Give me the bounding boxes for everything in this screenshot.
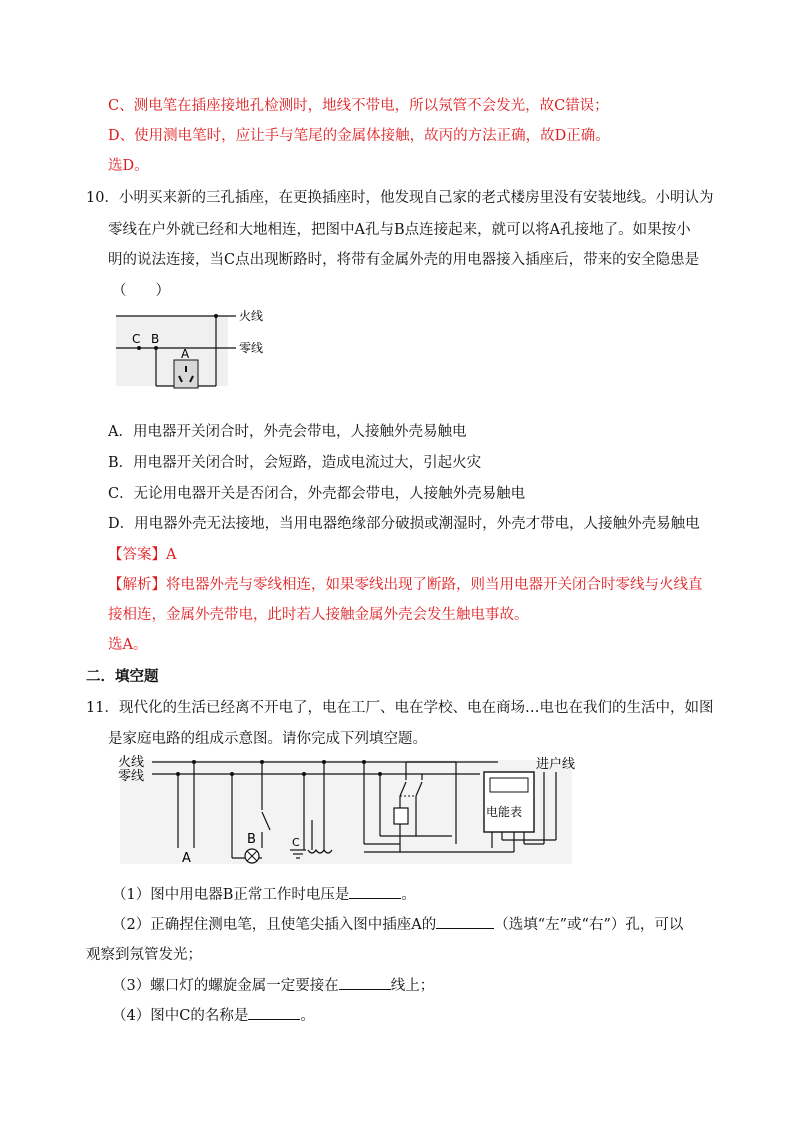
q11-household-circuit-diagram bbox=[112, 750, 582, 868]
q9-option-d-analysis: D、使用测电笔时，应让手与笔尾的金属体接触，故丙的方法正确，故D正确。 bbox=[108, 128, 610, 144]
q10-label-live-wire: 火线 bbox=[239, 309, 264, 323]
q11-sub2 bbox=[112, 914, 683, 935]
q9-answer: 选D。 bbox=[108, 158, 149, 174]
q11-sub1-end: 。 bbox=[401, 887, 416, 903]
q11-label-a: A bbox=[182, 851, 191, 866]
q11-label-b: B bbox=[247, 832, 256, 847]
q11-sub2-line2: 观察到氖管发光； bbox=[86, 947, 202, 963]
q11-sub2-prompt: （2）正确捏住测电笔，且使笔尖插入图中插座A的 bbox=[112, 917, 437, 933]
q11-sub3-blank[interactable] bbox=[339, 975, 391, 990]
q11-sub4 bbox=[112, 1005, 315, 1026]
q11-sub2-blank[interactable] bbox=[436, 914, 494, 929]
q10-stem-line3: 明的说法连接，当C点出现断路时，将带有金属外壳的用电器接入插座后，带来的安全隐患是 bbox=[108, 252, 700, 268]
q10-answer: 【答案】A bbox=[108, 547, 177, 563]
q11-sub2-hint: （选填“左”或“右”）孔，可以 bbox=[494, 917, 684, 933]
q10-label-a: A bbox=[181, 347, 190, 361]
q10-option-d: D．用电器外壳无法接地，当用电器绝缘部分破损或潮湿时，外壳才带电，人接触外壳易触电 bbox=[108, 516, 700, 532]
q11-sub4-prompt: （4）图中C的名称是 bbox=[112, 1008, 249, 1024]
q10-choose: 选A。 bbox=[108, 637, 148, 653]
q11-sub3-end: 线上； bbox=[390, 978, 435, 994]
q10-option-a: A．用电器开关闭合时，外壳会带电，人接触外壳易触电 bbox=[108, 424, 467, 440]
q9-option-c-analysis: C、测电笔在插座接地孔检测时，地线不带电，所以氖管不会发光，故C错误； bbox=[108, 98, 609, 114]
q11-sub4-blank[interactable] bbox=[248, 1005, 300, 1020]
q11-label-live-wire: 火线 bbox=[118, 755, 145, 770]
q10-option-b: B．用电器开关闭合时，会短路，造成电流过大，引起火灾 bbox=[108, 455, 482, 471]
q11-label-incoming-line: 进户线 bbox=[536, 757, 576, 772]
q10-option-c: C．无论用电器开关是否闭合，外壳都会带电，人接触外壳易触电 bbox=[108, 486, 526, 502]
q10-socket-diagram bbox=[108, 300, 278, 392]
q11-sub4-end: 。 bbox=[300, 1008, 315, 1024]
q11-label-c: C bbox=[292, 836, 300, 849]
q11-sub3 bbox=[112, 975, 434, 996]
q11-sub1-prompt: （1）图中用电器B正常工作时电压是 bbox=[112, 887, 350, 903]
q10-stem-line2: 零线在户外就已经和大地相连，把图中A孔与B点连接起来，就可以将A孔接地了。如果按小 bbox=[108, 222, 691, 238]
q11-sub1 bbox=[112, 884, 416, 905]
q10-label-c: C bbox=[132, 332, 141, 346]
q11-stem-line2: 是家庭电路的组成示意图。请你完成下列填空题。 bbox=[108, 731, 427, 747]
q10-analysis-line2: 接相连，金属外壳带电，此时若人接触金属外壳会发生触电事故。 bbox=[108, 607, 529, 623]
q11-label-neutral-wire: 零线 bbox=[118, 769, 145, 784]
q10-label-b: B bbox=[151, 332, 160, 346]
q11-label-meter: 电能表 bbox=[486, 805, 523, 819]
section-title-fill-in: 二．填空题 bbox=[86, 668, 159, 685]
q11-sub3-prompt: （3）螺口灯的螺旋金属一定要接在 bbox=[112, 978, 339, 994]
q10-label-neutral-wire: 零线 bbox=[239, 341, 264, 355]
q10-stem-line1: 10．小明买来新的三孔插座，在更换插座时，他发现自己家的老式楼房里没有安装地线。小明认为 bbox=[86, 190, 714, 206]
q11-sub1-blank[interactable] bbox=[349, 884, 401, 899]
q10-answer-parentheses: （ ） bbox=[112, 283, 170, 299]
q10-analysis-line1: 【解析】将电器外壳与零线相连，如果零线出现了断路，则当用电器开关闭合时零线与火线直 bbox=[108, 577, 703, 593]
q11-stem-line1: 11．现代化的生活已经离不开电了，电在工厂、电在学校、电在商场…电也在我们的生活中，如图 bbox=[86, 700, 714, 716]
